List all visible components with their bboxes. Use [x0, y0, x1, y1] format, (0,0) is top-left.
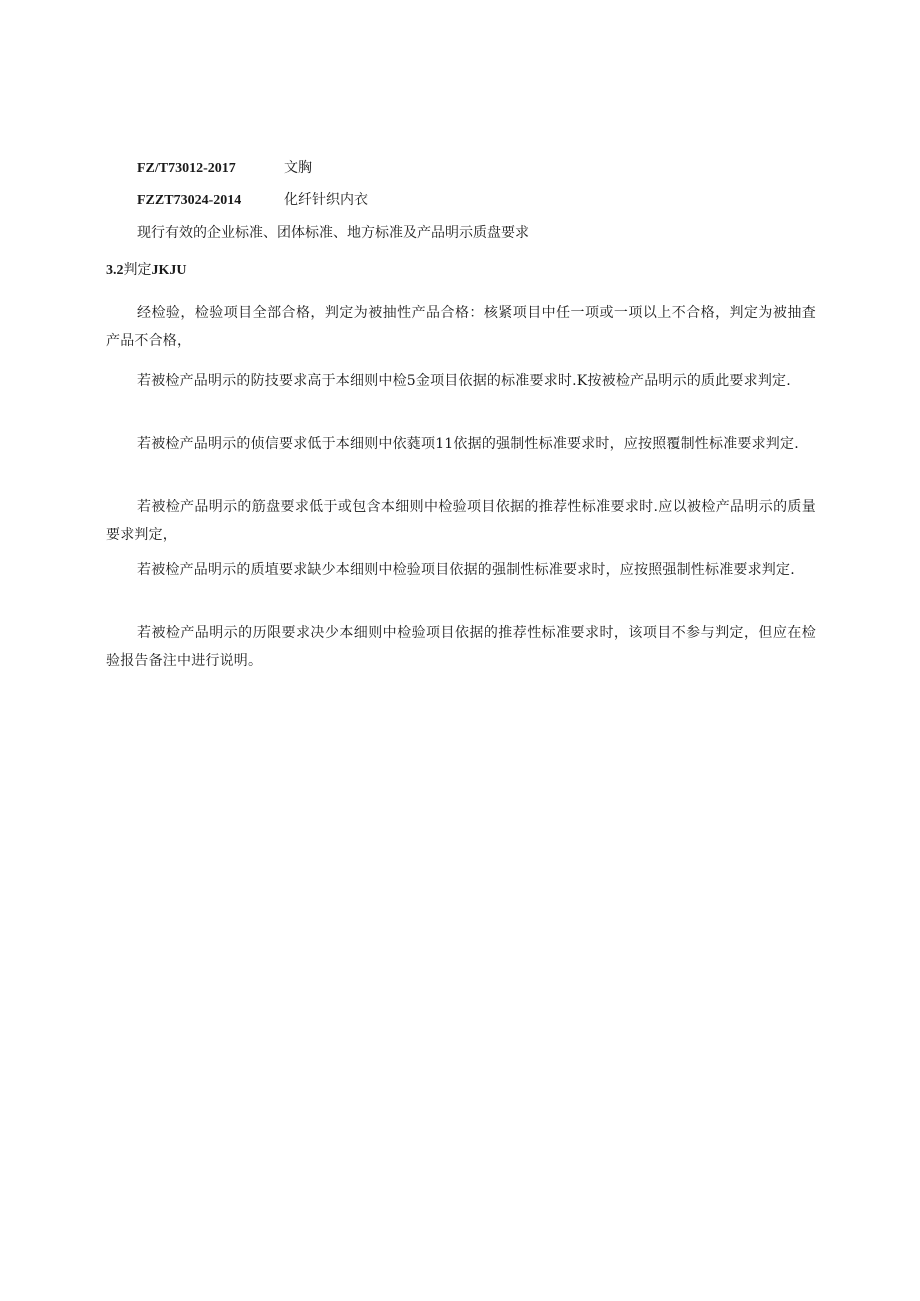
standard-code: FZ/T73012-2017 — [137, 161, 236, 176]
section-heading — [106, 259, 187, 282]
paragraph — [106, 299, 816, 355]
paragraph — [106, 430, 816, 458]
paragraph-text: 若被检产品明示的筋盘要求低于或包含本细则中检验项目依据的推荐性标准要求时.应以被检产品明示的质量要求判定， — [106, 499, 816, 543]
section-number: 3.2 — [106, 263, 124, 278]
paragraph-text: 若被检产品明示的防技要求高于本细则中检5金项目依据的标准要求时.K按被检产品明示的质此要求判定. — [137, 373, 791, 389]
standards-note: 现行有效的企业标准、团体标准、地方标准及产品明示质盘要求 — [137, 225, 529, 241]
paragraph-text: 经检验，检验项目全部合格，判定为被抽性产品合格：核紧项目中任一项或一项以上不合格，判定为被抽査产品不合格， — [106, 305, 816, 349]
section-title: 判定 — [123, 262, 152, 278]
paragraph-text: 若被检产品明示的质埴要求缺少本细则中检验项目依据的强制性标准要求时，应按照强制性标准要求判定. — [137, 562, 795, 578]
paragraph — [106, 493, 816, 549]
paragraph-text: 若被检产品明示的侦信要求低于本细则中依蕤项11依据的强制性标准要求时，应按照覆制性标准要求判定. — [137, 436, 799, 452]
standard-name: 文胸 — [284, 160, 312, 176]
standard-row — [137, 157, 312, 179]
standard-name: 化纤针织内衣 — [284, 192, 368, 208]
paragraph-text: 若被检产品明示的历限要求决少本细则中检验项目依据的推荐性标准要求时，该项目不参与判定，但应在检验报告备注中进行说明。 — [106, 625, 816, 669]
section-suffix: JKJU — [151, 263, 187, 278]
paragraph — [106, 556, 816, 584]
standard-row — [137, 189, 368, 211]
paragraph — [106, 367, 816, 395]
paragraph — [106, 619, 816, 675]
standard-code: FZZT73024-2014 — [137, 193, 242, 208]
